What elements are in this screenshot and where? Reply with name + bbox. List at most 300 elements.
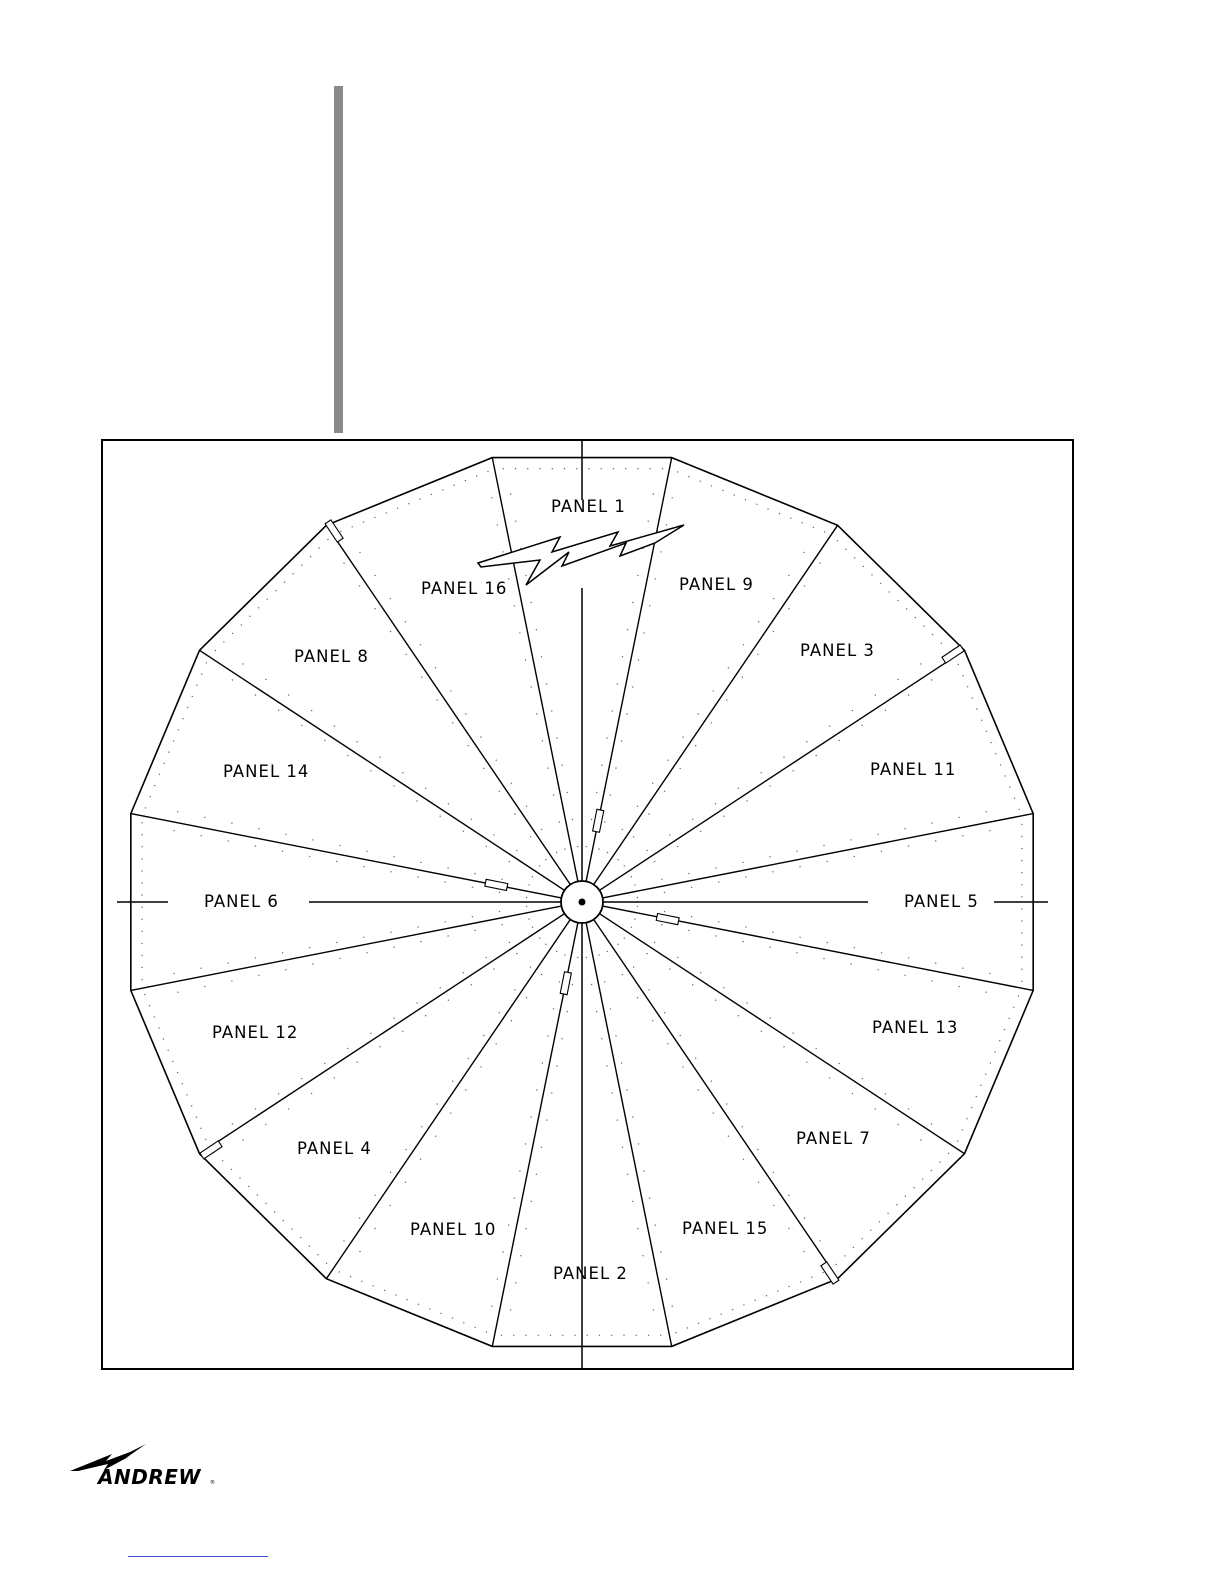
panel-label: PANEL 9 — [679, 575, 754, 594]
stipple-dot — [474, 1327, 475, 1328]
stipple-dot — [722, 490, 723, 491]
stipple-dot — [667, 1043, 668, 1044]
stipple-dot — [339, 845, 340, 846]
stipple-dot — [232, 679, 233, 680]
stipple-dot — [796, 952, 797, 953]
stipple-dot — [897, 1124, 898, 1125]
stipple-dot — [634, 884, 635, 885]
stipple-dot — [201, 835, 202, 836]
stipple-dot — [839, 740, 840, 741]
stipple-dot — [939, 1161, 940, 1162]
stipple-dot — [334, 1077, 335, 1078]
stipple-dot — [361, 1281, 362, 1282]
stipple-dot — [200, 1128, 201, 1129]
stipple-dot — [852, 1093, 853, 1094]
stipple-dot — [804, 1217, 805, 1218]
stipple-dot — [267, 599, 268, 600]
stipple-dot — [822, 1272, 823, 1273]
stipple-dot — [258, 975, 259, 976]
stipple-dot — [539, 865, 540, 866]
stipple-dot — [966, 1118, 967, 1119]
stipple-dot — [553, 1008, 554, 1009]
stipple-dot — [542, 740, 543, 741]
stipple-dot — [545, 859, 546, 860]
stipple-dot — [613, 468, 614, 469]
stipple-dot — [1021, 860, 1022, 861]
stipple-dot — [536, 1089, 537, 1090]
panel-label: PANEL 3 — [800, 641, 875, 660]
stipple-dot — [804, 585, 805, 586]
stipple-dot — [577, 957, 578, 958]
stipple-dot — [393, 856, 394, 857]
stipple-dot — [664, 892, 665, 893]
stipple-dot — [637, 997, 638, 998]
stipple-dot — [755, 1300, 756, 1301]
stipple-dot — [852, 710, 853, 711]
stipple-dot — [309, 856, 310, 857]
logo-mark: ® — [210, 1480, 215, 1486]
stipple-dot — [790, 518, 791, 519]
stipple-dot — [326, 1263, 327, 1264]
stipple-dot — [766, 1295, 767, 1296]
stipple-dot — [397, 508, 398, 509]
stipple-dot — [370, 770, 371, 771]
stipple-dot — [711, 485, 712, 486]
stipple-dot — [827, 861, 828, 862]
stipple-dot — [347, 1048, 348, 1049]
stipple-dot — [636, 1335, 637, 1336]
stipple-dot — [742, 1126, 743, 1127]
stipple-dot — [931, 1123, 932, 1124]
stipple-dot — [715, 935, 716, 936]
stipple-dot — [672, 1306, 673, 1307]
stipple-dot — [850, 839, 851, 840]
stipple-dot — [654, 942, 655, 943]
stipple-dot — [811, 1277, 812, 1278]
stipple-dot — [995, 753, 996, 754]
stipple-dot — [487, 471, 488, 472]
stipple-dot — [343, 1240, 344, 1241]
stipple-dot — [908, 1108, 909, 1109]
stipple-dot — [604, 821, 605, 822]
stipple-dot — [386, 512, 387, 513]
stipple-dot — [248, 1186, 249, 1187]
stipple-dot — [598, 848, 599, 849]
stipple-dot — [186, 1094, 187, 1095]
stipple-dot — [182, 1083, 183, 1084]
stipple-dot — [536, 713, 537, 714]
panel-label: PANEL 12 — [212, 1023, 299, 1042]
stipple-dot — [792, 1033, 793, 1034]
stipple-dot — [637, 806, 638, 807]
stipple-dot — [567, 1011, 568, 1012]
stipple-dot — [531, 686, 532, 687]
stipple-dot — [958, 664, 959, 665]
stipple-dot — [788, 1286, 789, 1287]
stipple-dot — [588, 468, 589, 469]
footer-link-underline[interactable] — [128, 1556, 268, 1557]
stipple-dot — [530, 836, 531, 837]
panel-label: PANEL 4 — [297, 1139, 372, 1158]
stipple-dot — [450, 1112, 451, 1113]
stipple-dot — [393, 947, 394, 948]
stipple-dot — [931, 679, 932, 680]
stipple-dot — [525, 575, 526, 576]
stipple-dot — [994, 1051, 995, 1052]
stipple-dot — [664, 1012, 665, 1013]
stipple-dot — [265, 1124, 266, 1125]
stipple-dot — [425, 788, 426, 789]
stipple-dot — [359, 1217, 360, 1218]
panel-label: PANEL 16 — [421, 579, 508, 598]
stipple-dot — [141, 955, 142, 956]
stipple-dot — [242, 1139, 243, 1140]
stipple-dot — [648, 813, 649, 814]
stipple-dot — [312, 963, 313, 964]
stipple-dot — [624, 937, 625, 938]
stipple-dot — [420, 1159, 421, 1160]
stipple-dot — [471, 819, 472, 820]
stipple-dot — [463, 1322, 464, 1323]
stipple-dot — [374, 517, 375, 518]
stipple-dot — [374, 608, 375, 609]
stipple-dot — [637, 575, 638, 576]
stipple-dot — [627, 1089, 628, 1090]
stipple-dot — [452, 722, 453, 723]
stipple-dot — [141, 907, 142, 908]
stipple-dot — [621, 740, 622, 741]
stipple-dot — [769, 947, 770, 948]
stipple-dot — [232, 633, 233, 634]
stipple-dot — [503, 468, 504, 469]
stipple-dot — [889, 591, 890, 592]
stipple-dot — [799, 866, 800, 867]
stipple-dot — [141, 967, 142, 968]
stipple-dot — [567, 792, 568, 793]
stipple-dot — [935, 840, 936, 841]
stipple-dot — [861, 1238, 862, 1239]
stipple-dot — [201, 673, 202, 674]
stipple-dot — [468, 745, 469, 746]
stipple-dot — [486, 1331, 487, 1332]
stipple-dot — [483, 768, 484, 769]
stipple-dot — [435, 1136, 436, 1137]
panel-seam — [131, 906, 562, 990]
stipple-dot — [405, 1182, 406, 1183]
stipple-dot — [655, 1224, 656, 1225]
stipple-dot — [282, 851, 283, 852]
stipple-dot — [196, 1117, 197, 1118]
stipple-dot — [309, 1246, 310, 1247]
stipple-dot — [1021, 872, 1022, 873]
stipple-dot — [788, 1228, 789, 1229]
stipple-dot — [931, 980, 932, 981]
stipple-dot — [526, 906, 527, 907]
stipple-dot — [624, 865, 625, 866]
stipple-dot — [440, 1313, 441, 1314]
stipple-dot — [301, 565, 302, 566]
stipple-dot — [547, 1035, 548, 1036]
stipple-dot — [711, 1081, 712, 1082]
stipple-dot — [742, 941, 743, 942]
stipple-dot — [574, 1335, 575, 1336]
stipple-dot — [284, 582, 285, 583]
stipple-dot — [158, 1027, 159, 1028]
panel-label: PANEL 2 — [553, 1264, 628, 1283]
stipple-dot — [164, 763, 165, 764]
stipple-dot — [715, 803, 716, 804]
stipple-dot — [617, 1119, 618, 1120]
stipple-dot — [742, 677, 743, 678]
stipple-dot — [773, 1205, 774, 1206]
stipple-dot — [837, 540, 838, 541]
stipple-dot — [141, 870, 142, 871]
stipple-dot — [173, 740, 174, 741]
stipple-dot — [334, 725, 335, 726]
stipple-dot — [976, 1096, 977, 1097]
stipple-dot — [359, 585, 360, 586]
stipple-dot — [622, 829, 623, 830]
stipple-dot — [695, 1058, 696, 1059]
stipple-dot — [1021, 944, 1022, 945]
stipple-dot — [526, 897, 527, 898]
stipple-dot — [631, 927, 632, 928]
stipple-dot — [777, 1290, 778, 1291]
stipple-dot — [646, 850, 647, 851]
stipple-dot — [761, 772, 762, 773]
stipple-dot — [986, 992, 987, 993]
stipple-dot — [239, 1177, 240, 1178]
stipple-dot — [680, 768, 681, 769]
stipple-dot — [509, 861, 510, 862]
stipple-dot — [562, 1335, 563, 1336]
stipple-dot — [445, 921, 446, 922]
stipple-dot — [643, 632, 644, 633]
stipple-dot — [718, 881, 719, 882]
stipple-dot — [191, 1105, 192, 1106]
panel-label: PANEL 13 — [872, 1018, 959, 1037]
stipple-dot — [556, 951, 557, 952]
stipple-dot — [141, 846, 142, 847]
stipple-dot — [532, 876, 533, 877]
stipple-dot — [652, 1020, 653, 1021]
stipple-dot — [374, 1228, 375, 1229]
stipple-dot — [824, 531, 825, 532]
stipple-dot — [769, 1017, 770, 1018]
stipple-dot — [379, 757, 380, 758]
stipple-dot — [285, 834, 286, 835]
stipple-dot — [622, 974, 623, 975]
stipple-dot — [283, 1220, 284, 1221]
stipple-dot — [278, 1093, 279, 1094]
stipple-dot — [515, 468, 516, 469]
panel-seam — [603, 814, 1034, 898]
stipple-dot — [359, 1251, 360, 1252]
stipple-dot — [435, 667, 436, 668]
stipple-dot — [556, 737, 557, 738]
stipple-dot — [531, 1201, 532, 1202]
stipple-dot — [172, 1061, 173, 1062]
stipple-dot — [357, 1062, 358, 1063]
stipple-dot — [650, 468, 651, 469]
stipple-dot — [700, 481, 701, 482]
stipple-dot — [813, 527, 814, 528]
stipple-dot — [981, 720, 982, 721]
stipple-dot — [257, 1194, 258, 1195]
stipple-dot — [652, 783, 653, 784]
stipple-dot — [688, 873, 689, 874]
stipple-dot — [682, 1066, 683, 1067]
andrew-logo — [68, 1440, 218, 1490]
stipple-dot — [726, 1103, 727, 1104]
stipple-dot — [870, 1230, 871, 1231]
stipple-dot — [922, 1178, 923, 1179]
stipple-dot — [756, 504, 757, 505]
stipple-dot — [497, 524, 498, 525]
stipple-dot — [723, 987, 724, 988]
stipple-dot — [615, 1035, 616, 1036]
stipple-dot — [734, 494, 735, 495]
stipple-dot — [340, 531, 341, 532]
stipple-dot — [249, 616, 250, 617]
stipple-dot — [1004, 775, 1005, 776]
stipple-dot — [792, 770, 793, 771]
stipple-dot — [863, 566, 864, 567]
stipple-dot — [1018, 995, 1019, 996]
stipple-dot — [654, 861, 655, 862]
stipple-dot — [897, 600, 898, 601]
stipple-dot — [255, 957, 256, 958]
stipple-dot — [453, 485, 454, 486]
stipple-dot — [493, 834, 494, 835]
stipple-dot — [274, 1211, 275, 1212]
stipple-dot — [931, 1170, 932, 1171]
stipple-dot — [201, 968, 202, 969]
stipple-dot — [612, 710, 613, 711]
stipple-dot — [501, 924, 502, 925]
logo-wordmark: ANDREW — [98, 1465, 201, 1489]
stipple-dot — [637, 906, 638, 907]
stipple-dot — [282, 952, 283, 953]
stipple-dot — [661, 924, 662, 925]
stipple-dot — [615, 767, 616, 768]
stipple-dot — [591, 819, 592, 820]
stipple-dot — [599, 1335, 600, 1336]
stipple-dot — [1021, 824, 1022, 825]
stipple-dot — [480, 1066, 481, 1067]
stipple-dot — [222, 1160, 223, 1161]
stipple-dot — [606, 1065, 607, 1066]
panel-label: PANEL 5 — [904, 892, 979, 911]
stipple-dot — [255, 845, 256, 846]
stipple-dot — [967, 686, 968, 687]
stipple-dot — [141, 931, 142, 932]
stipple-dot — [265, 679, 266, 680]
stipple-dot — [773, 598, 774, 599]
stipple-dot — [561, 1038, 562, 1039]
stipple-dot — [845, 549, 846, 550]
stipple-dot — [465, 480, 466, 481]
stipple-dot — [150, 796, 151, 797]
stipple-dot — [564, 468, 565, 469]
stipple-dot — [932, 634, 933, 635]
seam-clip — [560, 972, 571, 995]
stipple-dot — [606, 737, 607, 738]
stipple-dot — [141, 834, 142, 835]
stipple-dot — [561, 765, 562, 766]
stipple-dot — [803, 552, 804, 553]
stipple-dot — [742, 862, 743, 863]
stipple-dot — [141, 858, 142, 859]
stipple-dot — [499, 791, 500, 792]
stipple-dot — [173, 973, 174, 974]
stipple-dot — [374, 575, 375, 576]
stipple-dot — [393, 785, 394, 786]
stipple-dot — [324, 1063, 325, 1064]
stipple-dot — [819, 562, 820, 563]
stipple-dot — [452, 1081, 453, 1082]
stipple-dot — [141, 894, 142, 895]
stipple-dot — [610, 1008, 611, 1009]
stipple-dot — [746, 800, 747, 801]
stipple-dot — [829, 725, 830, 726]
stipple-dot — [390, 1205, 391, 1206]
stipple-dot — [976, 708, 977, 709]
stipple-dot — [539, 937, 540, 938]
stipple-dot — [309, 947, 310, 948]
stipple-dot — [986, 731, 987, 732]
stipple-dot — [935, 962, 936, 963]
stipple-dot — [677, 471, 678, 472]
stipple-dot — [510, 1309, 511, 1310]
stipple-dot — [572, 984, 573, 985]
stipple-dot — [471, 984, 472, 985]
stipple-dot — [1021, 896, 1022, 897]
stipple-dot — [591, 984, 592, 985]
stipple-dot — [627, 1174, 628, 1175]
stipple-dot — [660, 1251, 661, 1252]
stipple-dot — [990, 1062, 991, 1063]
stipple-dot — [709, 1318, 710, 1319]
stipple-dot — [312, 839, 313, 840]
stipple-dot — [773, 1172, 774, 1173]
stipple-dot — [496, 1043, 497, 1044]
stipple-dot — [285, 969, 286, 970]
stipple-dot — [417, 876, 418, 877]
stipple-dot — [677, 957, 678, 958]
stipple-dot — [669, 968, 670, 969]
stipple-dot — [664, 911, 665, 912]
stipple-dot — [526, 806, 527, 807]
stipple-dot — [265, 1203, 266, 1204]
stipple-dot — [288, 694, 289, 695]
stipple-dot — [416, 800, 417, 801]
stipple-dot — [885, 710, 886, 711]
stipple-dot — [515, 521, 516, 522]
stipple-dot — [617, 944, 618, 945]
stipple-dot — [698, 1323, 699, 1324]
panel-label: PANEL 14 — [223, 762, 310, 781]
stipple-dot — [1021, 981, 1022, 982]
stipple-dot — [514, 1197, 515, 1198]
stipple-dot — [666, 1278, 667, 1279]
stipple-dot — [515, 1282, 516, 1283]
stipple-dot — [405, 654, 406, 655]
panel-label: PANEL 10 — [410, 1220, 497, 1239]
stipple-dot — [915, 617, 916, 618]
stipple-dot — [713, 690, 714, 691]
stipple-dot — [551, 1092, 552, 1093]
